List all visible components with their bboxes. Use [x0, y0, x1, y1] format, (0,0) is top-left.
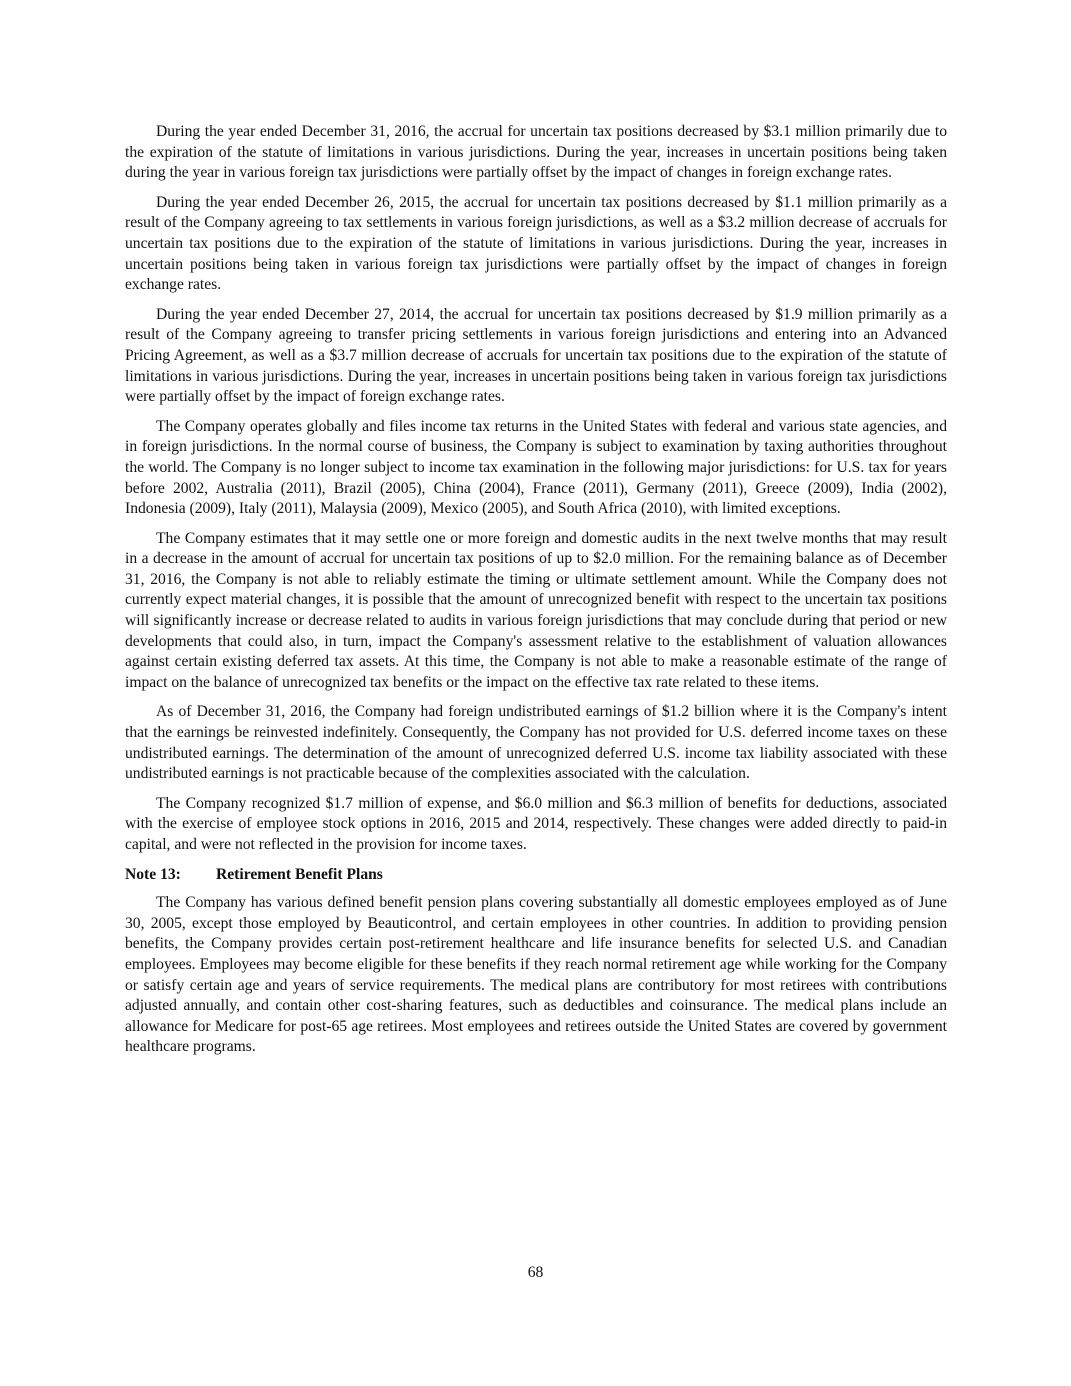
paragraph-stock-options: The Company recognized $1.7 million of expense, and $6.0 million and $6.3 million of benefits for deductions, associated with the exercise of employee stock options in 2016, 2015 and 2014, respectively. These changes were added directly to paid-in capital, and were not reflected in the provision for income taxes.: [125, 794, 947, 853]
note-heading: [125, 865, 947, 886]
paragraph-audit-settlement: The Company estimates that it may settle one or more foreign and domestic audits in the next twelve months that may result in a decrease in the amount of accrual for uncertain tax positions of up to $2.0 million. For the remaining balance as of December 31, 2016, the Company is not able to reliably estimate the timing or ultimate settlement amount. While the Company does not currently expect material changes, it is possible that the amount of unrecognized benefit with respect to the uncertain tax positions will significantly increase or decrease related to audits in various foreign jurisdictions that may conclude during that period or new developments that could also, in turn, impact the Company's assessment relative to the establishment of valuation allowances against certain existing deferred tax assets. At this time, the Company is not able to make a reasonable estimate of the range of impact on the balance of unrecognized tax benefits or the impact on the effective tax rate related to these items.: [125, 529, 947, 691]
paragraph-tax-jurisdictions: The Company operates globally and files income tax returns in the United States with federal and various state agencies, and in foreign jurisdictions. In the normal course of business, the Company is subject to examination by taxing authorities throughout the world. The Company is no longer subject to income tax examination in the following major jurisdictions: for U.S. tax for years before 2002, Australia (2011), Brazil (2005), China (2004), France (2011), Germany (2011), Greece (2009), India (2002), Indonesia (2009), Italy (2011), Malaysia (2009), Mexico (2005), and South Africa (2010), with limited exceptions.: [125, 417, 947, 518]
paragraph-uncertain-tax-2015: During the year ended December 26, 2015, the accrual for uncertain tax positions decreased by $1.1 million primarily as a result of the Company agreeing to tax settlements in various foreign jurisdictions, as well as a $3.2 million decrease of accruals for uncertain tax positions due to the expiration of the statute of limitations in various jurisdictions. During the year, increases in uncertain positions being taken in various foreign tax jurisdictions were partially offset by the impact of changes in foreign exchange rates.: [125, 193, 947, 294]
note-number: Note 13:: [125, 865, 181, 883]
page-number: 68: [527, 1264, 544, 1281]
paragraph-uncertain-tax-2016: During the year ended December 31, 2016, the accrual for uncertain tax positions decreased by $3.1 million primarily due to the expiration of the statute of limitations in various jurisdictions. During the year, increases in uncertain positions being taken during the year in various foreign tax jurisdictions were partially offset by the impact of changes in foreign exchange rates.: [125, 123, 947, 182]
note-title: Retirement Benefit Plans: [216, 865, 383, 883]
document-page: [125, 122, 947, 1067]
paragraph-retirement-plans: The Company has various defined benefit pension plans covering substantially all domestic employees employed as of June 30, 2005, except those employed by Beauticontrol, and certain employees in other countries. In addition to providing pension benefits, the Company provides certain post-retirement healthcare and life insurance benefits for selected U.S. and Canadian employees. Employees may become eligible for these benefits if they reach normal retirement age while working for the Company or satisfy certain age and years of service requirements. The medical plans are contributory for most retirees with contributions adjusted annually, and contain other cost-sharing features, such as deductibles and coinsurance. The medical plans include an allowance for Medicare for post-65 age retirees. Most employees and retirees outside the United States are covered by government healthcare programs.: [125, 894, 947, 1056]
paragraph-uncertain-tax-2014: During the year ended December 27, 2014, the accrual for uncertain tax positions decreased by $1.9 million primarily as a result of the Company agreeing to transfer pricing settlements in various foreign jurisdictions and entering into an Advanced Pricing Agreement, as well as a $3.7 million decrease of accruals for uncertain tax positions due to the expiration of the statute of limitations in various jurisdictions. During the year, increases in uncertain positions being taken in various foreign tax jurisdictions were partially offset by the impact of foreign exchange rates.: [125, 305, 947, 406]
paragraph-undistributed-earnings: As of December 31, 2016, the Company had foreign undistributed earnings of $1.2 billion where it is the Company's intent that the earnings be reinvested indefinitely. Consequently, the Company has not provided for U.S. deferred income taxes on these undistributed earnings. The determination of the amount of unrecognized deferred U.S. income tax liability associated with these undistributed earnings is not practicable because of the complexities associated with the calculation.: [125, 703, 947, 783]
